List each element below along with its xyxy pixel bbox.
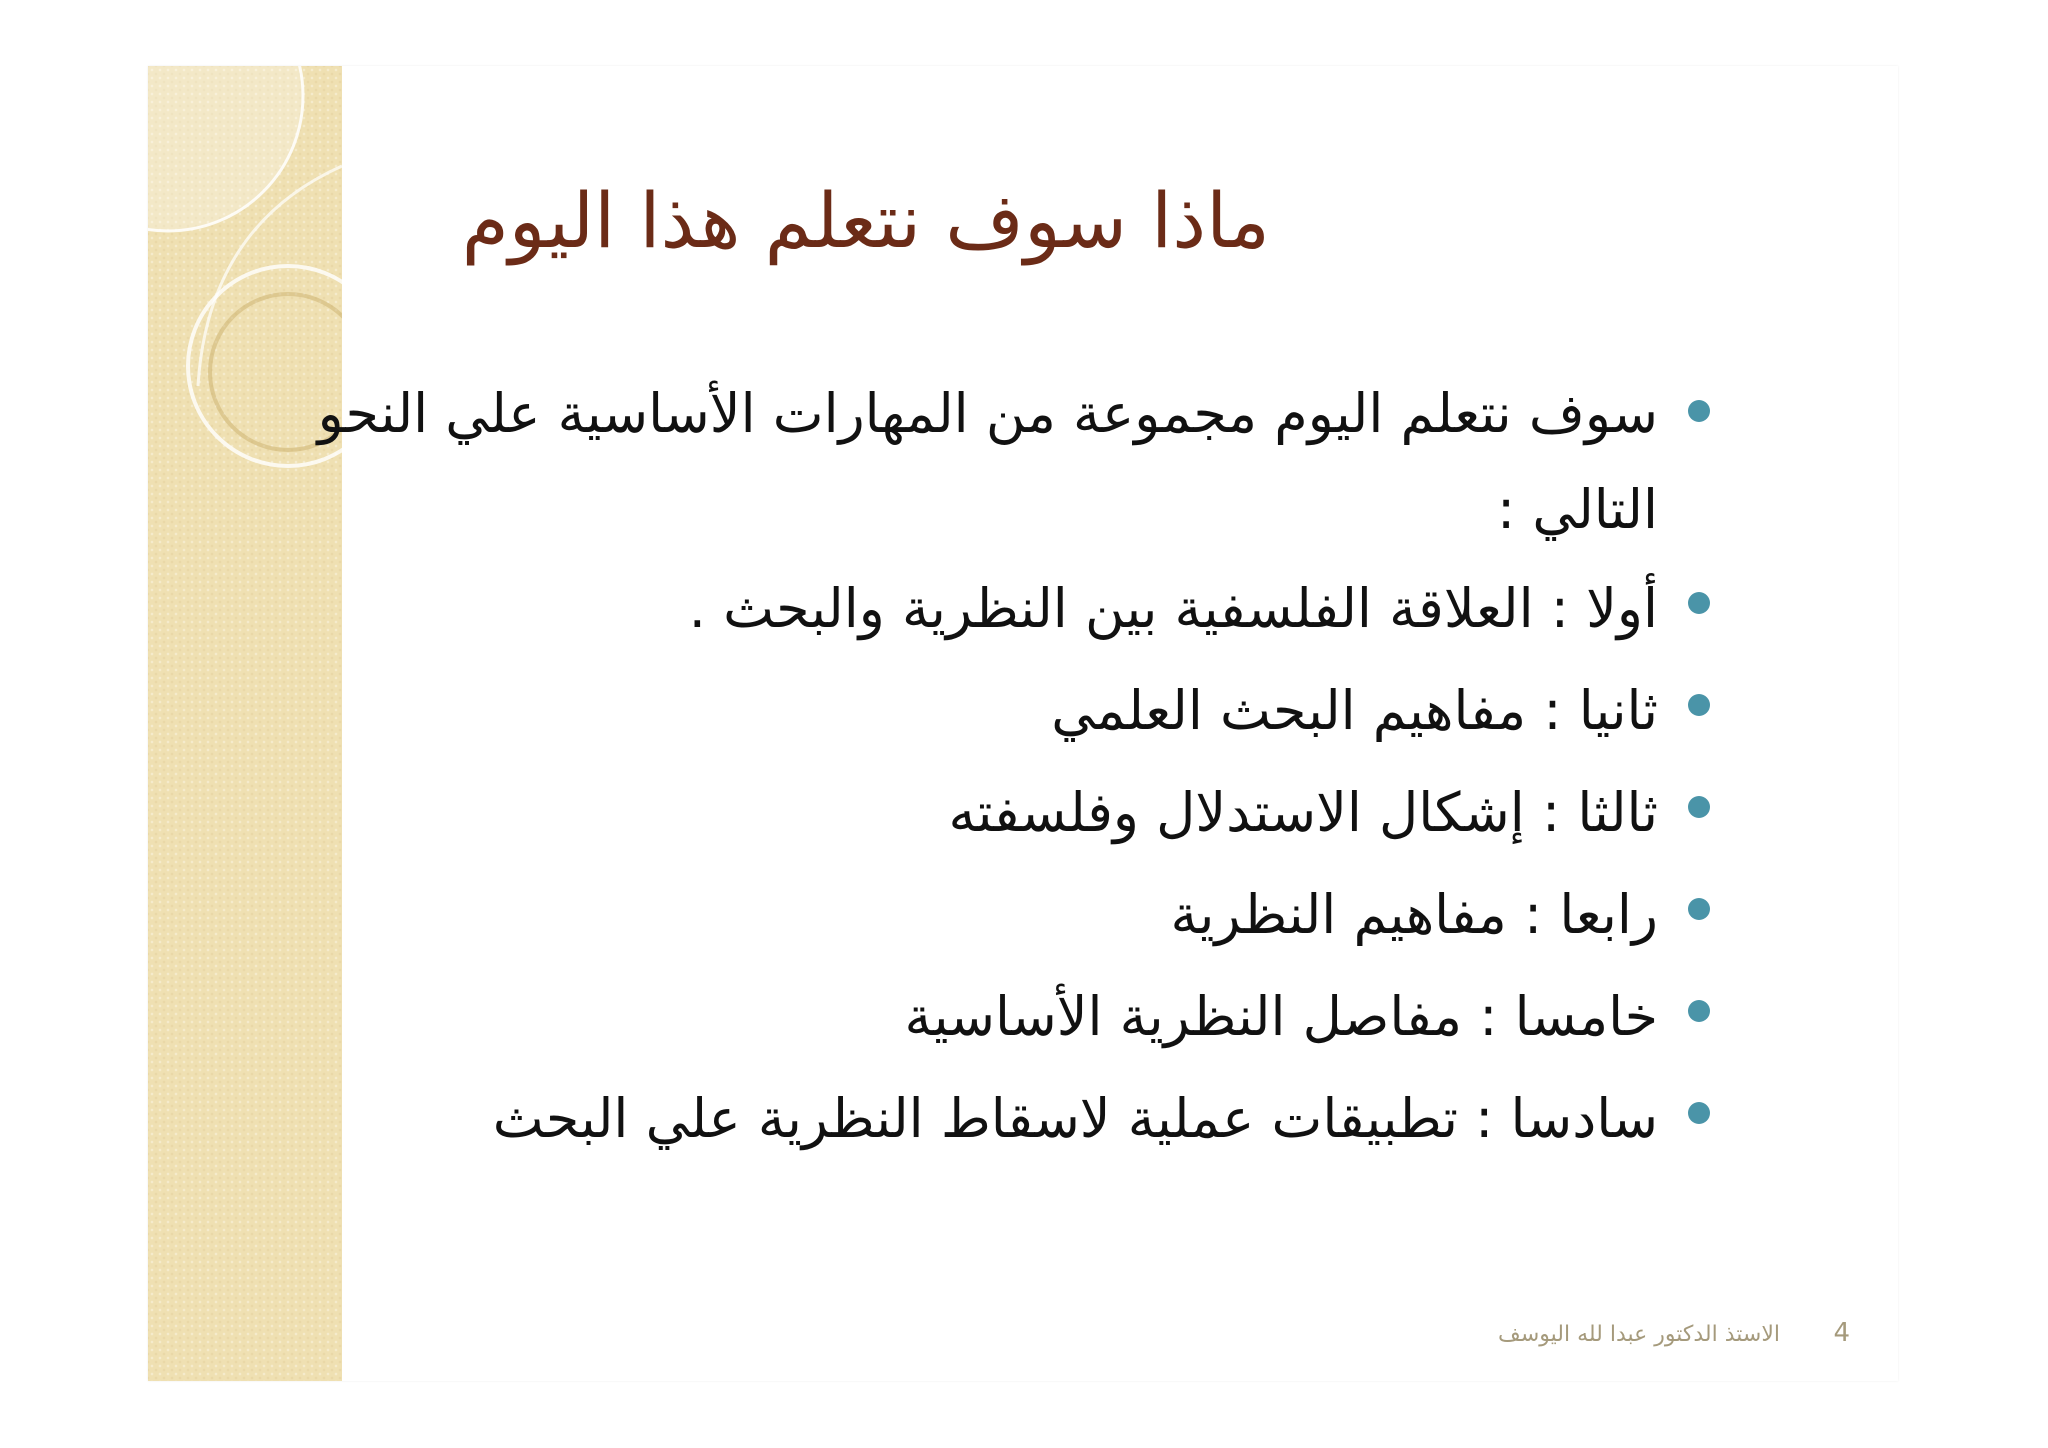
bullet-icon — [1688, 898, 1710, 920]
list-item-text: سادسا : تطبيقات عملية لاسقاط النظرية علي البحث — [492, 1087, 1658, 1150]
bullet-icon — [1688, 796, 1710, 818]
list-item-text: سوف نتعلم اليوم مجموعة من المهارات الأساسية علي النحو التالي : — [317, 382, 1658, 541]
footer-author: الاستذ الدكتور عبدا لله اليوسف — [1498, 1322, 1780, 1347]
list-item-text: ثالثا : إشكال الاستدلال وفلسفته — [948, 781, 1658, 844]
list-item — [294, 864, 1664, 966]
slide — [148, 66, 1898, 1381]
list-item — [294, 762, 1664, 864]
bullet-icon — [1688, 1102, 1710, 1124]
bullet-icon — [1688, 592, 1710, 614]
list-item — [294, 558, 1664, 660]
list-item-text: رابعا : مفاهيم النظرية — [1170, 883, 1658, 946]
slide-title: ماذا سوف نتعلم هذا اليوم — [461, 176, 1270, 265]
list-item — [294, 366, 1664, 558]
list-item-text: خامسا : مفاصل النظرية الأساسية — [904, 985, 1658, 1048]
list-item — [294, 660, 1664, 762]
list-item — [294, 966, 1664, 1068]
list-item — [294, 1068, 1664, 1170]
page-number: 4 — [1833, 1318, 1850, 1348]
bullet-icon — [1688, 400, 1710, 422]
bullet-icon — [1688, 694, 1710, 716]
list-item-text: ثانيا : مفاهيم البحث العلمي — [1051, 679, 1658, 742]
bullet-list — [294, 366, 1664, 1170]
bullet-icon — [1688, 1000, 1710, 1022]
list-item-text: أولا : العلاقة الفلسفية بين النظرية والبحث . — [688, 577, 1658, 640]
